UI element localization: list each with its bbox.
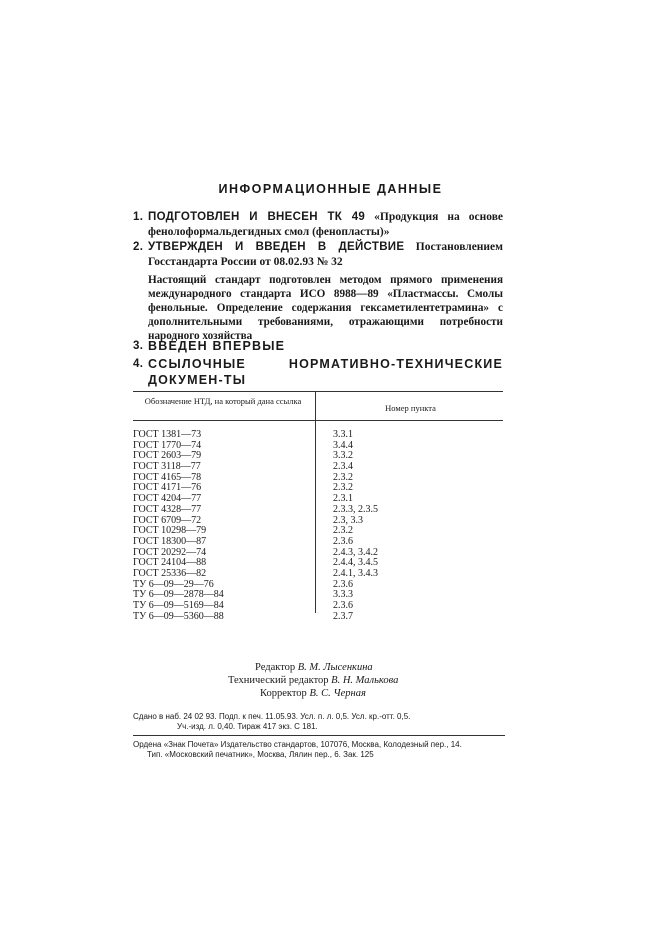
document-title: ИНФОРМАЦИОННЫЕ ДАННЫЕ: [218, 182, 443, 196]
imprint: [133, 712, 508, 732]
table-cell-item: 2.3.6: [333, 535, 353, 547]
table-cell-item: 2.3.2: [333, 471, 353, 483]
corrector-line: [200, 687, 460, 700]
section-1-heading: ПОДГОТОВЛЕН И ВНЕСЕН ТК 49: [148, 211, 366, 223]
imprint-rule: [133, 735, 505, 736]
table-cell-document: ГОСТ 4165—78: [133, 471, 202, 483]
table-header-rule: [133, 420, 503, 421]
reference-table: [133, 430, 503, 622]
section-2-heading: УТВЕРЖДЕН И ВВЕДЕН В ДЕЙСТВИЕ: [148, 241, 405, 253]
section-2: [133, 240, 503, 269]
table-cell-document: ГОСТ 25336—82: [133, 567, 207, 579]
section-4-number: 4.: [133, 358, 144, 370]
tech-editor-line: [200, 674, 460, 687]
table-cell-item: 2.3.1: [333, 493, 353, 505]
section-4: [133, 357, 503, 388]
table-cell-item: 3.4.4: [333, 439, 353, 451]
section-2-number: 2.: [133, 241, 144, 253]
table-cell-item: 3.3.2: [333, 450, 353, 462]
section-3-number: 3.: [133, 340, 144, 352]
table-cell-item: 2.3.6: [333, 600, 353, 611]
table-cell-document: ГОСТ 1381—73: [133, 429, 202, 440]
standard-note-paragraph: Настоящий стандарт подготовлен методом прямого применения международного стандарта ИСО 8988—89 «Пластмассы. Смолы фенольные. Определение содержания гексаметилентетрамина» с дополнительными требованиями, отражающими потребности народного хозяйства: [148, 274, 503, 342]
credits: [200, 661, 460, 700]
publisher-footer: [133, 740, 508, 760]
table-cell-item: 2.3.6: [333, 578, 353, 590]
table-cell-document: ГОСТ 2603—79: [133, 450, 202, 462]
table-cell-item: 2.4.4, 3.4.5: [333, 557, 378, 569]
table-cell-item: 2.3.7: [333, 610, 353, 622]
table-cell-item: 2.3.4: [333, 461, 353, 473]
publisher-line: Ордена «Знак Почета» Издательство стандартов, 107076, Москва, Колодезный пер., 14.: [133, 740, 462, 749]
table-cell-item: 2.4.1, 3.4.3: [333, 567, 378, 579]
table-top-rule: [133, 391, 503, 392]
table-cell-item: 3.3.3: [333, 589, 353, 601]
section-3-heading: ВВЕДЕН ВПЕРВЫЕ: [148, 339, 286, 353]
table-cell-document: ГОСТ 1770—74: [133, 439, 202, 451]
tech-editor-label: Технический редактор: [228, 675, 329, 686]
table-row: [133, 505, 503, 516]
table-cell-document: ТУ 6—09—2878—84: [133, 589, 224, 601]
table-cell-item: 2.3.3, 2.3.5: [333, 503, 378, 515]
table-row: [133, 612, 503, 623]
imprint-line-2: Уч.-изд. л. 0,40. Тираж 417 экз. С 181.: [177, 722, 318, 731]
table-cell-document: ГОСТ 4204—77: [133, 493, 202, 505]
table-cell-item: 2.4.3, 3.4.2: [333, 546, 378, 558]
section-1-number: 1.: [133, 211, 144, 223]
table-cell-document: ТУ 6—09—5169—84: [133, 600, 224, 611]
table-cell-document: ТУ 6—09—29—76: [133, 578, 214, 590]
editor-name: В. М. Лысенкина: [297, 662, 373, 673]
table-cell-document: ГОСТ 4171—76: [133, 482, 202, 494]
section-4-heading: ССЫЛОЧНЫЕ НОРМАТИВНО-ТЕХНИЧЕСКИЕ ДОКУМЕН-ТЫ: [148, 357, 503, 387]
table-cell-document: ГОСТ 6709—72: [133, 514, 202, 526]
editor-label: Редактор: [255, 662, 296, 673]
table-cell-item: 3.3.1: [333, 429, 353, 440]
table-cell-item: 2.3.2: [333, 525, 353, 537]
imprint-line-1: Сдано в наб. 24 02 93. Подп. к печ. 11.05.93. Усл. п. л. 0,5. Усл. кр.-отт. 0,5.: [133, 712, 411, 721]
table-cell-item: 2.3, 3.3: [333, 514, 363, 526]
section-3: [133, 339, 503, 355]
table-cell-document: ТУ 6—09—5360—88: [133, 610, 224, 622]
section-1-text: «Продукция на основе фенолоформальдегидных смол (фенопласты)»: [148, 211, 504, 238]
tech-editor-name: В. Н. Малькова: [331, 675, 399, 686]
table-cell-document: ГОСТ 20292—74: [133, 546, 207, 558]
table-header-document: Обозначение НТД, на который дана ссылка: [144, 396, 302, 406]
table-cell-document: ГОСТ 10298—79: [133, 525, 207, 537]
section-2-text: Постановлением Госстандарта России от 08.02.93 № 32: [148, 241, 503, 268]
table-header-item: Номер пункта: [385, 403, 436, 413]
table-cell-item: 2.3.2: [333, 482, 353, 494]
table-cell-document: ГОСТ 18300—87: [133, 535, 207, 547]
printer-line: Тип. «Московский печатник», Москва, Лялин пер., 6. Зак. 125: [147, 750, 374, 759]
table-cell-document: ГОСТ 4328—77: [133, 503, 202, 515]
table-cell-document: ГОСТ 24104—88: [133, 557, 207, 569]
corrector-label: Корректор: [260, 688, 307, 699]
section-1: [133, 210, 503, 239]
table-row: [133, 537, 503, 548]
corrector-name: В. С. Черная: [309, 688, 366, 699]
editor-line: [200, 661, 460, 674]
table-cell-document: ГОСТ 3118—77: [133, 461, 201, 473]
